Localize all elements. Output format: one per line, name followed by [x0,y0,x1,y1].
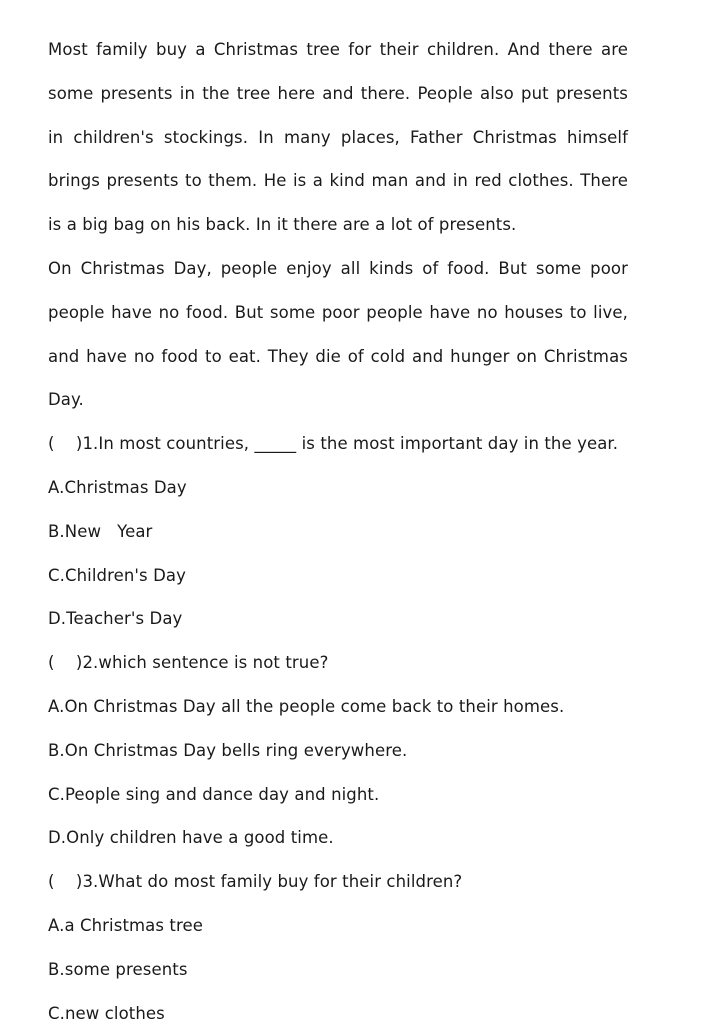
question-2-option-c: C.People sing and dance day and night. [48,784,380,804]
question-1-option-b: B.New Year [48,521,153,541]
question-1-option-a: A.Christmas Day [48,477,187,497]
question-3-option-c: C.new clothes [48,1003,165,1023]
question-3-option-b: B.some presents [48,959,188,979]
question-2-option-b: B.On Christmas Day bells ring everywhere. [48,740,408,760]
question-3-prompt: ( )3.What do most family buy for their children? [48,872,463,892]
question-3 [48,860,628,1035]
question-1-option-d: D.Teacher's Day [48,609,183,629]
passage-paragraph-1: Most family buy a Christmas tree for their children. And there are some presents in the tree here and there. People also put presents in children's stockings. In many places, Father Christmas himself brings presents to them. He is a kind man and in red clothes. There is a big bag on his back. In it there are a lot of presents. [48,40,628,235]
question-2-option-d: D.Only children have a good time. [48,828,334,848]
passage-paragraph-2: On Christmas Day, people enjoy all kinds of food. But some poor people have no food. But some poor people have no houses to live, and have no food to eat. They die of cold and hunger on Christmas Day. [48,258,628,410]
question-1-prompt: ( )1.In most countries, _____ is the most important day in the year. [48,434,619,454]
question-2 [48,641,628,860]
question-2-prompt: ( )2.which sentence is not true? [48,653,329,673]
question-1-option-c: C.Children's Day [48,565,186,585]
document-page [48,28,628,1035]
question-3-option-a: A.a Christmas tree [48,915,204,935]
question-2-option-a: A.On Christmas Day all the people come back to their homes. [48,696,565,716]
question-1 [48,422,628,641]
